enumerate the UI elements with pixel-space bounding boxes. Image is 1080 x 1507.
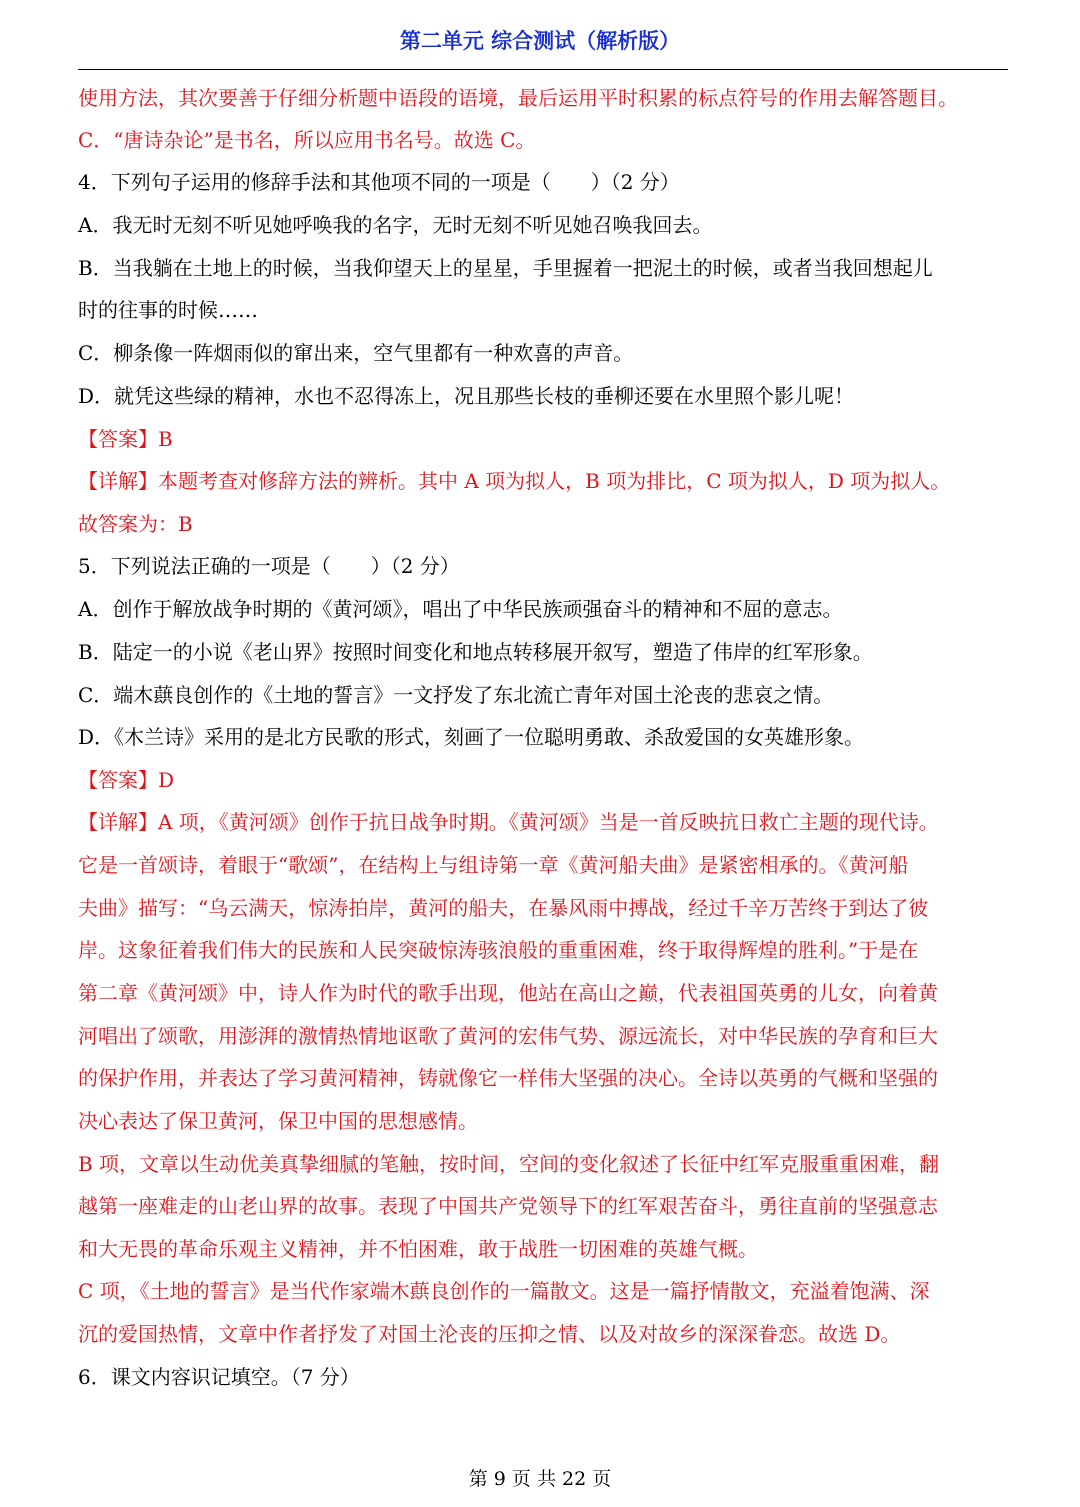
- text-line: 使用方法，其次要善于仔细分析题中语段的语境，最后运用平时积累的标点符号的作用去解答题目。: [78, 86, 958, 110]
- explanation: B 项，文章以生动优美真挚细腻的笔触，按时间，空间的变化叙述了长征中红军克服重重困难，翻: [78, 1152, 940, 1176]
- explanation: 岸。这象征着我们伟大的民族和人民突破惊涛骇浪般的重重困难，终于取得辉煌的胜利。”于是在: [78, 938, 919, 962]
- question-6-stem: 6．课文内容识记填空。（7 分）: [78, 1365, 360, 1389]
- header-divider: [78, 69, 1008, 70]
- explanation: 的保护作用，并表达了学习黄河精神，铸就像它一样伟大坚强的决心。全诗以英勇的气概和坚强的: [78, 1066, 938, 1090]
- option-a: A．我无时无刻不听见她呼唤我的名字，无时无刻不听见她召唤我回去。: [78, 213, 713, 237]
- option-d: D．《木兰诗》采用的是北方民歌的形式，刻画了一位聪明勇敢、杀敌爱国的女英雄形象。: [78, 725, 865, 749]
- explanation: 和大无畏的革命乐观主义精神，并不怕困难，敢于战胜一切困难的英雄气概。: [78, 1237, 758, 1261]
- option-b: B．当我躺在土地上的时候，当我仰望天上的星星，手里握着一把泥土的时候，或者当我回想起儿: [78, 256, 933, 280]
- option-a: A．创作于解放战争时期的《黄河颂》，唱出了中华民族顽强奋斗的精神和不屈的意志。: [78, 597, 843, 621]
- explanation: 越第一座难走的山老山界的故事。表现了中国共产党领导下的红军艰苦奋斗，勇往直前的坚强意志: [78, 1194, 938, 1218]
- explanation: C 项，《土地的誓言》是当代作家端木蕻良创作的一篇散文。这是一篇抒情散文，充溢着饱满、深: [78, 1279, 930, 1303]
- option-b-continued: 时的往事的时候……: [78, 298, 258, 322]
- answer-label: 【答案】D: [78, 768, 175, 792]
- question-5-stem: 5．下列说法正确的一项是（ ）（2 分）: [78, 554, 460, 578]
- page-header-title: 第二单元 综合测试（解析版）: [399, 28, 681, 53]
- explanation: 沉的爱国热情，文章中作者抒发了对国土沦丧的压抑之情、以及对故乡的深深眷恋。故选 D。: [78, 1322, 901, 1346]
- text-line: C．“唐诗杂论”是书名，所以应用书名号。故选 C。: [78, 128, 536, 152]
- explanation: 故答案为：B: [78, 512, 193, 536]
- explanation: 【详解】A 项，《黄河颂》创作于抗日战争时期。《黄河颂》当是一首反映抗日救亡主题的现代诗。: [78, 810, 939, 834]
- explanation: 夫曲》描写：“乌云满天，惊涛拍岸，黄河的船夫，在暴风雨中搏战，经过千辛万苦终于到达了彼: [78, 896, 929, 920]
- option-d: D．就凭这些绿的精神，水也不忍得冻上，况且那些长枝的垂柳还要在水里照个影儿呢！: [78, 384, 855, 408]
- explanation: 【详解】本题考查对修辞方法的辨析。其中 A 项为拟人，B 项为排比，C 项为拟人，D 项为拟人。: [78, 469, 951, 493]
- option-b: B．陆定一的小说《老山界》按照时间变化和地点转移展开叙写，塑造了伟岸的红军形象。: [78, 640, 873, 664]
- explanation: 决心表达了保卫黄河，保卫中国的思想感情。: [78, 1109, 478, 1133]
- page-footer: 第 9 页 共 22 页: [468, 1468, 612, 1490]
- explanation: 它是一首颂诗，着眼于“歌颂”，在结构上与组诗第一章《黄河船夫曲》是紧密相承的。《黄河船: [78, 853, 909, 877]
- answer-label: 【答案】B: [78, 427, 173, 451]
- explanation: 河唱出了颂歌，用澎湃的激情热情地讴歌了黄河的宏伟气势、源远流长，对中华民族的孕育和巨大: [78, 1024, 938, 1048]
- option-c: C．端木蕻良创作的《土地的誓言》一文抒发了东北流亡青年对国土沦丧的悲哀之情。: [78, 683, 834, 707]
- explanation: 第二章《黄河颂》中，诗人作为时代的歌手出现，他站在高山之巅，代表祖国英勇的儿女，向着黄: [78, 981, 938, 1005]
- option-c: C．柳条像一阵烟雨似的窜出来，空气里都有一种欢喜的声音。: [78, 341, 634, 365]
- question-4-stem: 4．下列句子运用的修辞手法和其他项不同的一项是（ ）（2 分）: [78, 170, 680, 194]
